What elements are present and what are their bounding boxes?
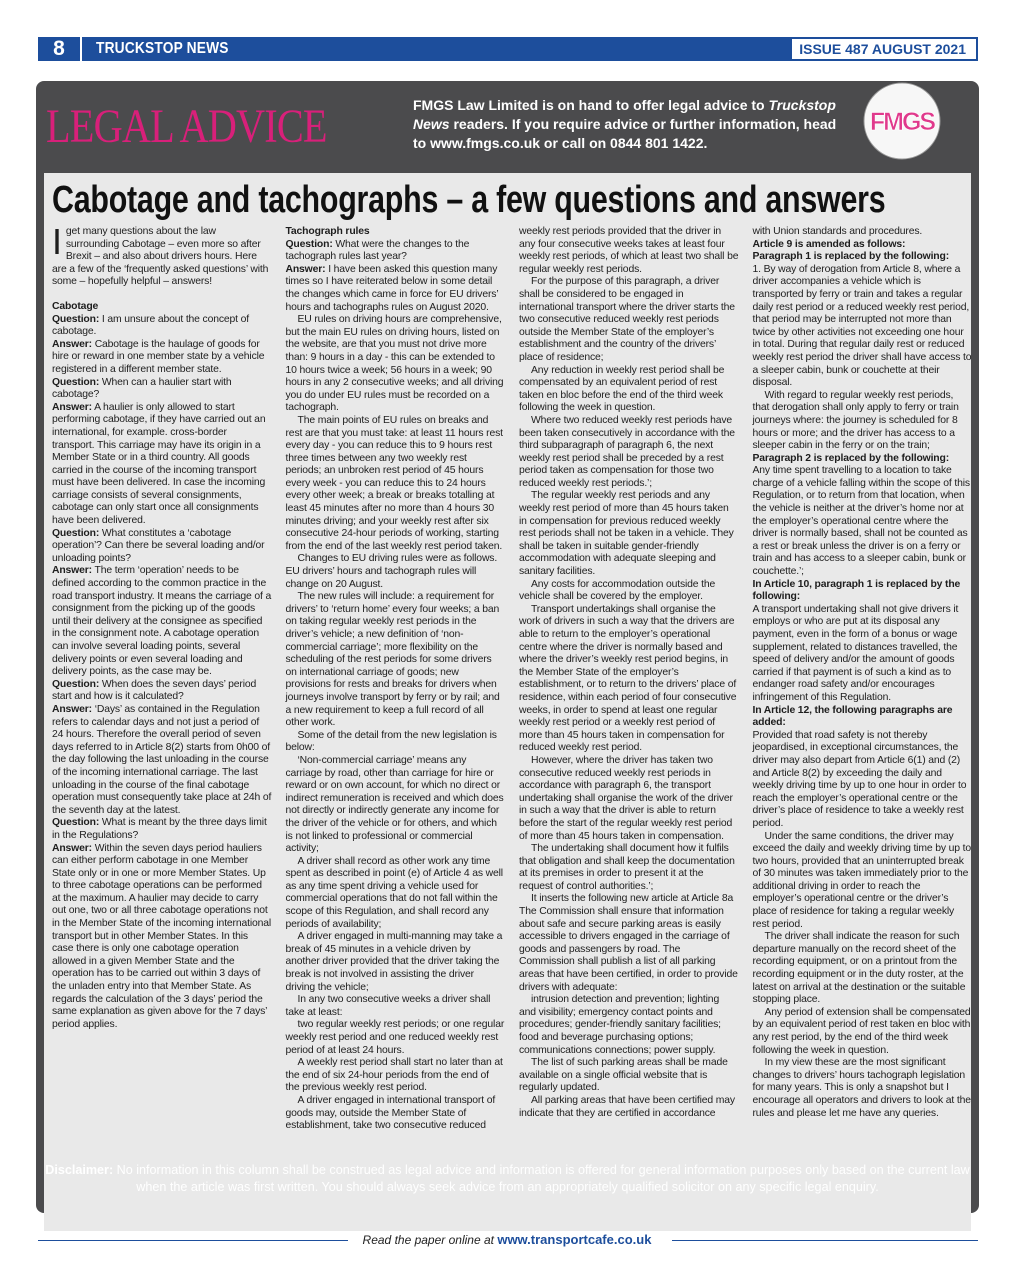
body-paragraph: Any time spent travelling to a location to take charge of a vehicle falling within the scope of this Regulation, or to return from that location, when the vehicle is neither at the driver’s home nor at the employer’s operational centre where the driver is normally based, shall not be counted as a rest or break unless the driver is on a ferry or train and has access to a sleeper cabin, bunk or couchette.’; [752, 465, 970, 578]
intro-text [413, 96, 853, 153]
body-paragraph: A transport undertaking shall not give drivers it employs or who are put at its disposal any payment, even in the form of a bonus or wage supplement, related to distances travelled, the speed of delivery and/or the amount of goods carried if that payment is of such a kind as to endanger road safety and/or encourages infringement of this Regulation. [752, 603, 959, 703]
article-columns [52, 221, 972, 1133]
intro-part-a: FMGS Law Limited is on hand to offer legal advice to [413, 97, 765, 113]
qa-paragraph [52, 704, 272, 817]
drop-cap: I [52, 221, 62, 262]
qa-paragraph [286, 264, 506, 314]
body-paragraph: Provided that road safety is not thereby jeopardised, in exceptional circumstances, the driver may also depart from Article 6(1) and (2) and Article 8(2) by exceeding the daily and weekly driving time by up to one hour in order to reach the employer’s operational centre or the driver’s place of residence to take a weekly rest period. [752, 729, 967, 829]
qa-label: Answer: [52, 401, 92, 413]
issue-label: ISSUE 487 AUGUST 2021 [792, 39, 976, 59]
qa-text: Cabotage is the haulage of goods for hire or reward in one member state by a vehicle registered in a different member state. [52, 338, 265, 375]
qa-paragraph [286, 239, 506, 264]
footer-url-link[interactable]: www.transportcafe.co.uk [497, 1232, 652, 1247]
article-headline: Cabotage and tachographs – a few questions and answers [52, 179, 886, 221]
body-paragraph: The main points of EU rules on breaks and rest are that you must take: at least 11 hours rest every day - you can reduce this to 9 hours rest three times between any two weekly rest periods; an unbroken rest period of 45 hours every week - you can reduce this to 24 hours every other week; a break or breaks totalling at least 45 minutes after no more than 4 hours 30 minutes driving; and your weekly rest after six consecutive 24-hour periods of working, starting from the end of the last weekly rest period taken. [285, 414, 503, 552]
body-paragraph: Under the same conditions, the driver may exceed the daily and weekly driving time by up to two hours, provided that an uninterrupted break of 30 minutes was taken immediately prior to the additional driving in order to reach the employer’s operational centre or the driver’s place of residence for taking a regular weekly rest period. [752, 830, 971, 930]
subheading-text: Cabotage [52, 300, 99, 312]
body-paragraph: For the purpose of this paragraph, a driver shall be considered to be engaged in international transport where the driver starts the two consecutive reduced weekly rest periods outside the Member State of the employer’s establishment and the country of the drivers’ place of residence; [519, 276, 735, 363]
body-paragraph: The list of such parking areas shall be made available on a single official website that is regularly updated. [519, 1057, 728, 1094]
disclaimer-label: Disclaimer: [45, 1163, 114, 1177]
lead-text: get many questions about the law surrounding Cabotage – even more so after Brexit – and also about drivers hours. Here are a few of the ‘frequently asked questions’ with some – hopefully helpful – answers! [52, 226, 269, 288]
article-column [52, 221, 272, 1133]
qa-text: I am unsure about the concept of cabotage. [52, 313, 249, 338]
qa-paragraph [52, 402, 272, 528]
qa-text: What is meant by the three days limit in the Regulations? [52, 817, 267, 841]
body-paragraph: It inserts the following new article at Article 8a The Commission shall ensure that information about safe and secure parking areas is easily accessible to drivers engaged in the carriage of goods and passengers by road. The Commission shall publish a list of all parking areas that have been certified, in order to provide drivers with adequate: [519, 893, 738, 993]
body-paragraph: A driver engaged in multi-manning may take a break of 45 minutes in a vehicle driven by another driver provided that the driver taking the break is not involved in assisting the driver driving the vehicle; [285, 931, 503, 993]
paragraph-spacer [52, 289, 272, 301]
qa-text: I have been asked this question many times so I have reiterated below in some detail the changes which came in force for EU drivers’ hours and tachographs rules on August 2020. [285, 263, 499, 313]
intro-publication: Truckstop News [413, 97, 836, 132]
footer-prefix: Read the paper online at [362, 1233, 494, 1247]
footer [0, 1232, 1014, 1247]
body-paragraph: The undertaking shall document how it fulfils that obligation and shall keep the documentation at its premises in order to present it at the request of control authorities.’; [519, 843, 735, 892]
qa-paragraph [52, 339, 272, 377]
qa-label: Answer: [52, 842, 92, 854]
qa-label: Answer: [52, 703, 92, 715]
qa-label: Question: [285, 238, 333, 250]
qa-text: What constitutes a ‘cabotage operation’? Can there be several loading and/or unloading points? [52, 527, 265, 564]
body-paragraph: Any period of extension shall be compensated by an equivalent period of rest taken en bloc with any rest period, by the end of the third week following the week in question. [752, 1006, 971, 1056]
qa-text: ‘Days’ as contained in the Regulation refers to calendar days and not just a period of 24 hours. Therefore the overall period of seven days referred to in Article 8(2) starts from 0h00 of the day following the last unloading in the course of the incoming international carriage. The last unloading in the course of the final cabotage operation must consequently take place at 24h of the seventh day at the latest. [52, 703, 272, 816]
intro-part-c: readers. If you require advice or further information, head to www.fmgs.co.uk or call on 0844 801 1422. [413, 116, 837, 151]
disclaimer-text: No information in this column shall be construed as legal advice and information is offered for general information purposes only based on the current law when the article was first written. You should always seek advice from an appropriately qualified solicitor on any specific legal enquiry. [113, 1163, 970, 1194]
body-paragraph: A driver shall record as other work any time spent as described in point (e) of Article 4 as well as any time spent driving a vehicle used for commercial operations that do not fall within the scope of this Regulation, and shall record any periods of availability; [285, 855, 503, 930]
qa-paragraph [52, 565, 272, 678]
qa-text: When does the seven days’ period start and how is it calculated? [52, 678, 257, 703]
subheading [286, 226, 506, 239]
subheading [753, 239, 973, 252]
body-paragraph: The regular weekly rest periods and any weekly rest period of more than 45 hours taken in compensation for previous reduced weekly rest periods shall not be taken in a vehicle. They shall be taken in suitable gender-friendly accommodation with adequate sleeping and sanitary facilities. [519, 490, 734, 578]
subheading [753, 453, 973, 466]
body-paragraph: A driver engaged in international transport of goods may, outside the Member State of establishment, take two consecutive reduced [285, 1094, 496, 1132]
body-paragraph: two regular weekly rest periods; or one regular weekly rest period and one reduced weekly rest period of at least 24 hours. [285, 1019, 505, 1056]
qa-label: Answer: [52, 565, 92, 577]
subheading [753, 251, 973, 264]
qa-label: Question: [52, 817, 100, 829]
qa-paragraph [52, 528, 272, 566]
top-bar [38, 37, 978, 61]
body-paragraph: Some of the detail from the new legislation is below: [285, 729, 497, 754]
body-paragraph: with Union standards and procedures. [752, 226, 923, 237]
subheading [52, 301, 272, 314]
logo-text: FMGS [869, 108, 935, 136]
qa-text: When can a haulier start with cabotage? [52, 376, 232, 401]
article-column [753, 226, 973, 1133]
body-paragraph: In my view these are the most significant changes to drivers’ hours tachograph legislation for many years. This is only a snapshot but I encourage all operators and drivers to look at the rules and please let me have any queries. [752, 1057, 971, 1119]
qa-paragraph [52, 679, 272, 704]
body-paragraph: Changes to EU driving rules were as follows. EU drivers’ hours and tachograph rules will change on 20 August. [285, 553, 498, 590]
qa-paragraph [52, 314, 272, 339]
lead-paragraph [52, 221, 272, 289]
qa-paragraph [52, 817, 272, 842]
body-paragraph: All parking areas that have been certified may indicate that they are certified in accordance [519, 1094, 735, 1119]
qa-text: Within the seven days period hauliers can either perform cabotage in one Member State only or in one or more Member States. Up to three cabotage operations can be performed at the maximum. A haulier may decide to carry out one, two or all three cabotage operations not in the Member State of the incoming international transport but in other Member States. In this case there is only one cabotage operation allowed in a given Member State and the operation has to be carried out within 3 days of the unladen entry into that Member State. As regards the calculation of the 3 days’ period the same explanation as given above for the 7 days’ period applies. [52, 842, 272, 1030]
body-paragraph: ‘Non-commercial carriage’ means any carriage by road, other than carriage for hire or reward or on own account, for which no direct or indirect remuneration is received and which does not directly or indirectly generate any income for the driver of the vehicle or for others, and which is not linked to professional or commercial activity; [285, 754, 504, 855]
subheading-text: Paragraph 2 is replaced by the following: [752, 452, 950, 464]
qa-text: A haulier is only allowed to start performing cabotage, if they have carried out an international, for example. cross-border transport. This carriage may have its origin in a Member State or in a third country. All goods carried in the course of the incoming transport must have been delivered. In case the incoming carriage consists of several consignments, cabotage can only start once all consignments have been delivered. [52, 401, 266, 527]
qa-text: The term ‘operation’ needs to be defined according to the common practice in the road transport industry. It means the carriage of a consignment from the picking up of the goods until their delivery at the consignee as specified in the consignment note. A cabotage operation can involve several loading points, several delivery points or even several loading and delivery points, as the case may be. [52, 565, 272, 678]
qa-label: Question: [52, 376, 100, 388]
body-paragraph: The new rules will include: a requirement for drivers’ to ‘return home’ every four weeks; a ban on taking regular weekly rest periods in the driver’s vehicle; a new definition of ‘non-commercial carriage’; more flexibility on the scheduling of the rest periods for some drivers on international carriage of goods; new provisions for rests and breaks for drivers when journeys involve transport by ferry or by rail; and a new requirement to keep a full record of all other work. [285, 591, 500, 729]
body-paragraph: A weekly rest period shall start no later than at the end of six 24-hour periods from the end of the previous weekly rest period. [285, 1057, 503, 1094]
body-paragraph: Any reduction in weekly rest period shall be compensated by an equivalent period of rest taken en bloc before the end of the third week following the week in question. [519, 364, 725, 414]
article-column [286, 226, 506, 1133]
qa-text: What were the changes to the tachograph rules last year? [285, 238, 470, 263]
body-paragraph: With regard to regular weekly rest periods, that derogation shall only apply to ferry or train journeys where: the journey is scheduled for 8 hours or more; and the driver has access to a sleeper cabin in the ferry or on the train; [752, 389, 959, 452]
section-title: LEGAL ADVICE [46, 100, 327, 153]
body-paragraph: Where two reduced weekly rest periods have been taken consecutively in accordance with the third subparagraph of paragraph 6, the next weekly rest period shall be preceded by a rest period taken as compensation for those two reduced weekly rest periods.’; [519, 414, 735, 489]
subheading [753, 705, 973, 730]
fmgs-logo [862, 81, 942, 161]
body-paragraph: Transport undertakings shall organise the work of drivers in such a way that the drivers are able to return to the employer’s operational centre where the driver is normally based and where the driver’s weekly rest period begins, in the Member State of the employer’s establishment, or to return to the drivers’ place of residence, within each period of four consecutive weeks, in order to spend at least one regular weekly rest period or a weekly rest period of more than 45 hours taken in compensation for reduced weekly rest period. [519, 603, 737, 754]
qa-label: Question: [52, 527, 100, 539]
qa-paragraph [52, 843, 272, 1032]
body-paragraph: In any two consecutive weeks a driver shall take at least: [285, 994, 491, 1018]
qa-label: Answer: [52, 338, 92, 350]
subheading-text: Tachograph rules [285, 226, 370, 237]
qa-label: Answer: [285, 263, 326, 275]
body-paragraph: intrusion detection and prevention; lighting and visibility; emergency contact points and procedures; gender-friendly sanitary facilities; food and beverage purchasing options; communications connections; power supply. [519, 994, 721, 1056]
subheading [753, 579, 973, 604]
qa-paragraph [52, 377, 272, 402]
body-paragraph: weekly rest periods provided that the driver in any four consecutive weeks takes at least four weekly rest periods, of which at least two shall be regular weekly rest periods. [519, 226, 739, 275]
body-paragraph: EU rules on driving hours are comprehensive, but the main EU rules on driving hours, listed on the website, are that you must not drive more than: 9 hours in a day - this can be extended to 10 hours twice a week; 56 hours in a week; 90 hours in any 2 consecutive weeks; and all driving you do under EU rules must be recorded on a tachograph. [285, 314, 504, 414]
subheading-text: In Article 12, the following paragraphs are added: [752, 704, 953, 729]
body-paragraph: The driver shall indicate the reason for such departure manually on the record sheet of the recording equipment, or on a printout from the recording equipment or in the duty roster, at the latest on arrival at the destination or the suitable stopping place. [752, 931, 966, 1006]
body-paragraph: 1. By way of derogation from Article 8, where a driver accompanies a vehicle which is transported by ferry or train and takes a regular daily rest period or a reduced weekly rest period, that period may be interrupted not more than twice by other activities not exceeding one hour in total. During that regular daily rest or reduced weekly rest period the driver shall have access to a sleeper cabin, bunk or couchette at their disposal. [752, 263, 972, 389]
body-paragraph: Any costs for accommodation outside the vehicle shall be covered by the employer. [519, 578, 716, 603]
qa-label: Question: [52, 313, 100, 325]
subheading-text: Article 9 is amended as follows: [752, 238, 906, 250]
article-column [519, 226, 739, 1133]
subheading-text: In Article 10, paragraph 1 is replaced by the following: [752, 578, 961, 603]
publication-name: TRUCKSTOP NEWS [96, 40, 229, 57]
disclaimer [36, 1162, 979, 1196]
body-paragraph: However, where the driver has taken two consecutive reduced weekly rest periods in accordance with paragraph 6, the transport undertaking shall organise the work of the driver in such a way that the driver is able to return before the start of the regular weekly rest period of more than 45 hours taken in compensation. [519, 754, 733, 842]
page-number: 8 [38, 37, 82, 61]
subheading-text: Paragraph 1 is replaced by the following: [752, 251, 950, 263]
qa-label: Question: [52, 678, 100, 690]
